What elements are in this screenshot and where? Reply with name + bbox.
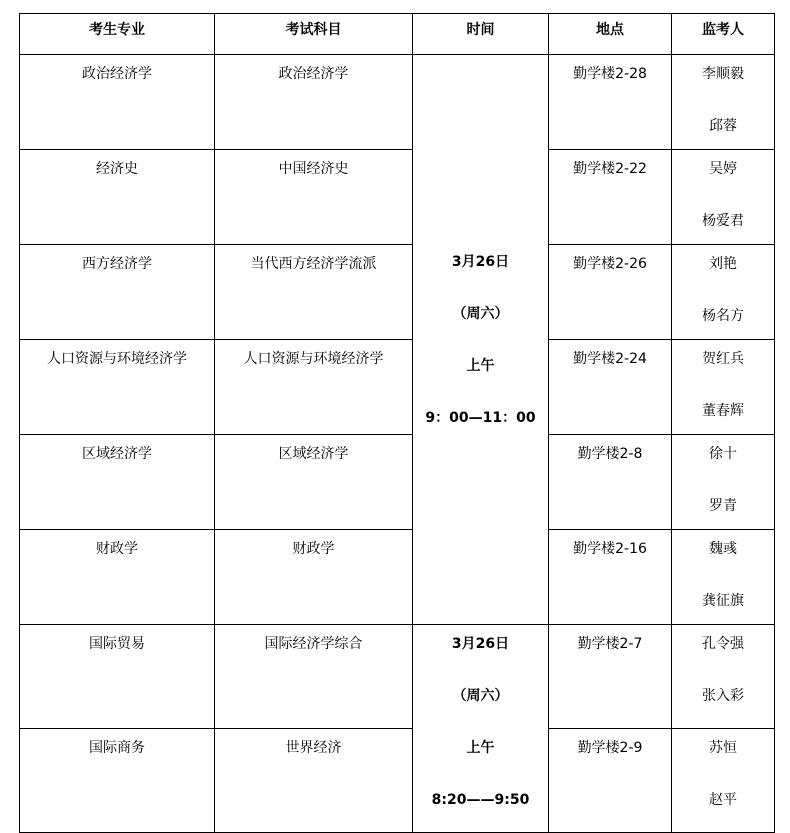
major-cell: 西方经济学 bbox=[20, 245, 215, 340]
subject-cell: 世界经济 bbox=[215, 729, 413, 833]
location-cell: 勤学楼2-7 bbox=[549, 625, 672, 729]
subject-cell: 当代西方经济学流派 bbox=[215, 245, 413, 340]
proctor-name: 徐十 bbox=[709, 446, 737, 462]
proctor-name: 赵平 bbox=[709, 792, 737, 808]
subject-cell: 中国经济史 bbox=[215, 150, 413, 245]
header-major: 考生专业 bbox=[20, 14, 215, 55]
proctor-cell bbox=[672, 625, 775, 729]
time-cell-2 bbox=[413, 625, 549, 833]
table-row bbox=[20, 729, 775, 833]
major-cell: 经济史 bbox=[20, 150, 215, 245]
proctor-name: 吴婷 bbox=[709, 161, 737, 177]
proctor-name: 董春辉 bbox=[702, 403, 744, 419]
time-weekday: （周六） bbox=[452, 305, 509, 322]
major-cell: 财政学 bbox=[20, 530, 215, 625]
proctor-name: 孔令强 bbox=[702, 636, 744, 652]
proctor-cell bbox=[672, 340, 775, 435]
location-cell: 勤学楼2-26 bbox=[549, 245, 672, 340]
proctor-name: 杨名方 bbox=[702, 308, 744, 324]
subject-cell: 国际经济学综合 bbox=[215, 625, 413, 729]
major-cell: 区域经济学 bbox=[20, 435, 215, 530]
time-date: 3月26日 bbox=[451, 253, 510, 270]
proctor-cell bbox=[672, 435, 775, 530]
proctor-name: 刘艳 bbox=[709, 256, 737, 272]
header-proctor: 监考人 bbox=[672, 14, 775, 55]
table-row bbox=[20, 625, 775, 729]
table-row bbox=[20, 150, 775, 245]
proctor-name: 魏彧 bbox=[709, 541, 737, 557]
table-row bbox=[20, 340, 775, 435]
proctor-cell bbox=[672, 55, 775, 150]
time-period: 上午 bbox=[466, 740, 495, 756]
header-location: 地点 bbox=[549, 14, 672, 55]
time-cell-1 bbox=[413, 55, 549, 625]
major-cell: 国际商务 bbox=[20, 729, 215, 833]
location-cell: 勤学楼2-22 bbox=[549, 150, 672, 245]
exam-schedule-table bbox=[19, 13, 775, 833]
major-cell: 人口资源与环境经济学 bbox=[20, 340, 215, 435]
time-weekday: （周六） bbox=[452, 688, 509, 704]
location-cell: 勤学楼2-24 bbox=[549, 340, 672, 435]
proctor-name: 贺红兵 bbox=[702, 351, 744, 367]
header-row bbox=[20, 14, 775, 55]
table-row bbox=[20, 245, 775, 340]
proctor-cell bbox=[672, 729, 775, 833]
table-row bbox=[20, 435, 775, 530]
major-cell: 国际贸易 bbox=[20, 625, 215, 729]
time-period: 上午 bbox=[466, 357, 495, 374]
time-date: 3月26日 bbox=[451, 636, 510, 652]
header-subject: 考试科目 bbox=[215, 14, 413, 55]
proctor-cell bbox=[672, 245, 775, 340]
subject-cell: 人口资源与环境经济学 bbox=[215, 340, 413, 435]
location-cell: 勤学楼2-28 bbox=[549, 55, 672, 150]
proctor-cell bbox=[672, 150, 775, 245]
header-time: 时间 bbox=[413, 14, 549, 55]
proctor-cell bbox=[672, 530, 775, 625]
subject-cell: 政治经济学 bbox=[215, 55, 413, 150]
proctor-name: 苏恒 bbox=[709, 740, 737, 756]
time-range: 8:20——9:50 bbox=[431, 792, 530, 808]
location-cell: 勤学楼2-8 bbox=[549, 435, 672, 530]
table-row bbox=[20, 530, 775, 625]
proctor-name: 张入彩 bbox=[702, 688, 744, 704]
proctor-name: 罗青 bbox=[709, 498, 737, 514]
subject-cell: 财政学 bbox=[215, 530, 413, 625]
proctor-name: 龚征旗 bbox=[702, 593, 744, 609]
major-cell: 政治经济学 bbox=[20, 55, 215, 150]
subject-cell: 区域经济学 bbox=[215, 435, 413, 530]
proctor-name: 杨爱君 bbox=[702, 213, 744, 229]
location-cell: 勤学楼2-9 bbox=[549, 729, 672, 833]
time-range: 9：00—11：00 bbox=[425, 409, 536, 426]
proctor-name: 李顺毅 bbox=[702, 66, 744, 82]
location-cell: 勤学楼2-16 bbox=[549, 530, 672, 625]
proctor-name: 邱蓉 bbox=[709, 118, 737, 134]
table-row bbox=[20, 55, 775, 150]
